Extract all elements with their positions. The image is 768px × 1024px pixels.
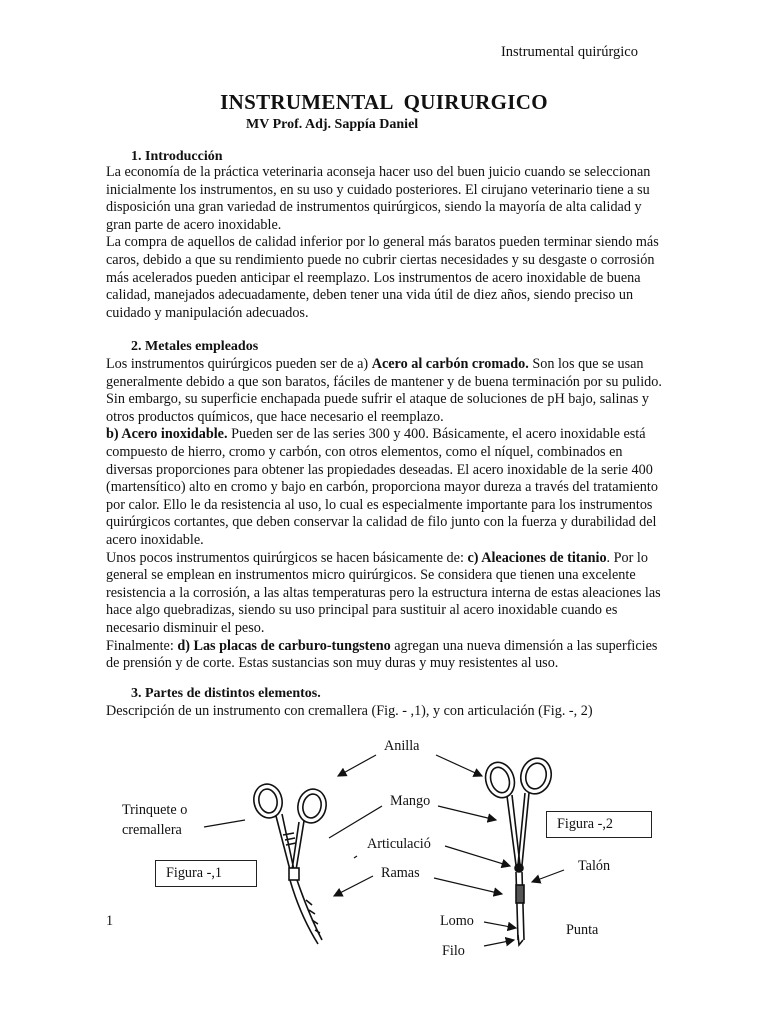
label-trinquete-line1: Trinquete o (122, 802, 188, 818)
paragraph: Finalmente: d) Las placas de carburo-tungsteno agregan una nueva dimensión a las superficies de prensión y de corte. Estas sustancias son muy duras y muy resistentes al uso. (106, 637, 658, 672)
section-heading-introduccion: 1. Introducción (131, 149, 223, 164)
arrow-mango-right (438, 806, 496, 820)
caption-figura-2: Figura -,2 (546, 811, 652, 838)
section-heading-metales: 2. Metales empleados (131, 339, 259, 354)
arrow-anilla-right (436, 755, 482, 776)
page-title: INSTRUMENTAL QUIRURGICO (220, 90, 548, 114)
arrow-filo (484, 940, 514, 946)
label-mango: Mango (390, 793, 431, 809)
label-trinquete-line2: cremallera (122, 822, 182, 838)
section-partes-intro: Descripción de un instrumento con cremallera (Fig. - ,1), y con articulación (Fig. -, 2) (106, 703, 593, 719)
label-anilla: Anilla (384, 738, 420, 754)
arrow-anilla-left (338, 755, 376, 776)
arrow-articulacion-left (354, 856, 357, 858)
arrow-lomo (484, 922, 516, 928)
hemostat-illustration (251, 781, 329, 944)
arrow-talon (532, 870, 564, 882)
label-ramas: Ramas (381, 865, 420, 881)
label-punta: Punta (566, 922, 599, 938)
arrow-mango-left (329, 806, 382, 838)
paragraph: Los instrumentos quirúrgicos pueden ser de a) Acero al carbón cromado. Son los que se usan generalmente debido a que son baratos, fáciles de mantener y de buena terminación por su pulido. Sin embargo, su superficie enchapada puede sufrir el ataque de soluciones de pH bajo, salinas y otros productos químicos, que hace necesario el reemplazo. (106, 356, 662, 425)
label-filo: Filo (442, 943, 465, 959)
section-heading-partes: 3. Partes de distintos elementos. (131, 686, 321, 701)
paragraph: La economía de la práctica veterinaria aconseja hacer uso del buen juicio cuando se seleccionan inicialmente los instrumentos, en su uso y cuidado posteriores. El cirujano veterinario tiene a su disposición una gran variedad de instrumentos quirúrgicos, siendo la mayoría de alta calidad y gran parte de acero inoxidable. (106, 164, 651, 233)
caption-figura-1: Figura -,1 (155, 860, 257, 887)
paragraph: b) Acero inoxidable. Pueden ser de las series 300 y 400. Básicamente, el acero inoxidable está compuesto de hierro, cromo y carbón, con otros elementos, como el níquel, combinados en diversas proporciones para obtener las propiedades deseadas. El acero inoxidable de la serie 400 (martensítico) alto en cromo y bajo en carbón, proporciona mayor dureza a través del tratamiento por calor. Ello le da resistencia al uso, lo cual es especialmente importante para los instrumentos quirúrgicos cortantes, que deben conservar la calidad de filo junto con la fuerza y durabilidad del acero inoxidable. (106, 426, 658, 548)
arrow-trinquete (204, 820, 245, 827)
running-header: Instrumental quirúrgico (500, 44, 638, 60)
paragraph: Unos pocos instrumentos quirúrgicos se hacen básicamente de: c) Aleaciones de titanio. Por lo general se emplean en instrumentos micro quirúrgicos. Se considera que tienen una excelente resistencia a la corrosión, a las altas temperaturas pero la estructura interna de estas aleaciones las hace algo quebradizas, siendo su uso principal para sustituir al acero inoxidable cuando es necesario disminuir el peso. (106, 549, 661, 636)
label-articulacion: Articulació (367, 836, 431, 852)
author-line: MV Prof. Adj. Sappía Daniel (246, 117, 419, 132)
scissors-illustration (481, 755, 555, 945)
arrow-ramas-left (334, 876, 373, 896)
arrow-articulacion-right (445, 846, 510, 866)
label-talon: Talón (578, 858, 611, 874)
paragraph: La compra de aquellos de calidad inferior por lo general más baratos pueden terminar siendo más caros, debido a que su rendimiento puede no cubrir ciertas necesidades y su desgaste o corrosión más acelerados pueden anticipar el reemplazo. Los instrumentos de acero inoxidable de buena calidad, manejados adecuadamente, deben tener una vida útil de diez años, siendo preciso un cuidado y manipulación adecuados. (106, 234, 659, 321)
page-number: 1 (106, 913, 114, 929)
arrow-ramas-right (434, 878, 502, 894)
label-lomo: Lomo (440, 913, 474, 929)
